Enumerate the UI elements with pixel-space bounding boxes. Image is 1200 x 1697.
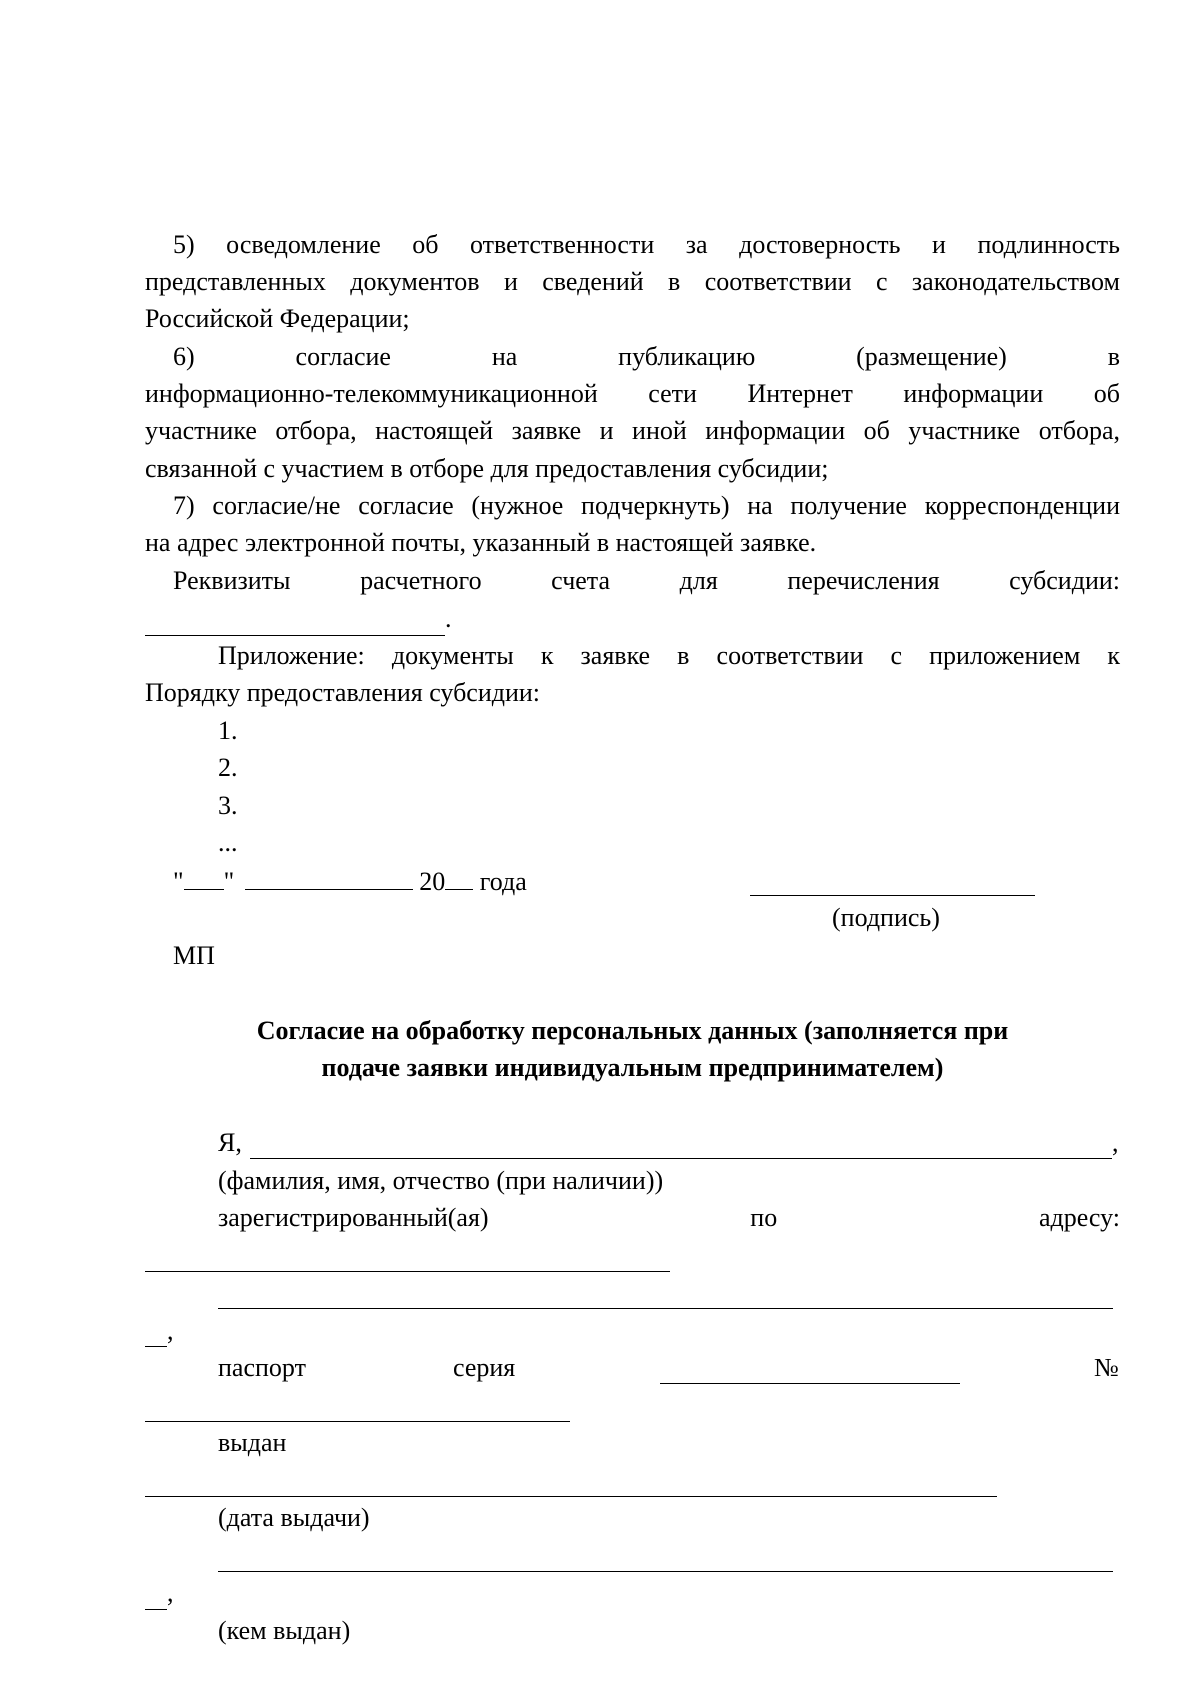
number-blank-line[interactable] (145, 1421, 570, 1422)
address-blank-line-1[interactable] (145, 1271, 670, 1272)
address-blank-line-2[interactable] (218, 1308, 1113, 1309)
date-open-quote: " (173, 867, 184, 896)
year-blank[interactable] (445, 861, 473, 890)
number-sign: № (1094, 1353, 1119, 1382)
fio-blank-line[interactable] (250, 1158, 1112, 1159)
issued-by-blank-line-1[interactable] (218, 1571, 1113, 1572)
issued-by-caption: (кем выдан) (218, 1616, 351, 1645)
consent-i-label: Я, (218, 1128, 242, 1157)
item5-line2: представленных документов и сведений в соответствии с законодательством (145, 267, 1120, 296)
issue-date-caption: (дата выдачи) (218, 1503, 370, 1532)
issued-by-comma: , (167, 1578, 174, 1607)
issued-label: выдан (218, 1428, 287, 1457)
item5-line1: 5) осведомление об ответственности за достоверность и подлинность (173, 230, 1120, 259)
address-comma: , (167, 1316, 174, 1345)
day-blank[interactable] (184, 861, 224, 890)
stamp-label: МП (173, 941, 215, 970)
appendix-item-more: ... (218, 828, 238, 857)
requisites-label: Реквизиты расчетного счета для перечисления субсидии: (173, 566, 1120, 595)
issued-by-blank-line-2[interactable] (145, 1609, 167, 1610)
month-blank[interactable] (245, 861, 413, 890)
appendix-item-3: 3. (218, 791, 238, 820)
appendix-line1: Приложение: документы к заявке в соответствии с приложением к (218, 641, 1120, 670)
consent-title-line1: Согласие на обработку персональных данных (заполняется при (256, 1016, 1009, 1045)
address-blank-line-3[interactable] (145, 1346, 167, 1347)
year-prefix: 20 (419, 867, 446, 896)
date-line (173, 861, 527, 901)
year-suffix: года (479, 867, 527, 896)
consent-title-line2: подаче заявки индивидуальным предпринимателем) (321, 1053, 944, 1082)
item7-line1: 7) согласие/не согласие (нужное подчеркнуть) на получение корреспонденции (173, 491, 1120, 520)
series-blank-line[interactable] (660, 1383, 960, 1384)
passport-label: паспорт (218, 1353, 306, 1382)
item7-line2: на адрес электронной почты, указанный в настоящей заявке. (145, 528, 817, 557)
appendix-item-2: 2. (218, 753, 238, 782)
requisites-end: . (445, 604, 452, 633)
series-label: серия (453, 1353, 516, 1382)
registered-label: зарегистрированный(ая) по адресу: (218, 1203, 1120, 1232)
appendix-line2: Порядку предоставления субсидии: (145, 678, 541, 707)
requisites-blank-line[interactable] (145, 635, 445, 636)
issue-date-blank-line[interactable] (145, 1496, 997, 1497)
date-close-quote: " (223, 867, 235, 896)
item6-line1: 6) согласие на публикацию (размещение) в (173, 342, 1120, 371)
item6-line4: связанной с участием в отборе для предоставления субсидии; (145, 454, 829, 483)
fio-caption: (фамилия, имя, отчество (при наличии)) (218, 1166, 664, 1195)
signature-caption: (подпись) (832, 903, 940, 932)
appendix-item-1: 1. (218, 716, 238, 745)
item6-line2: информационно-телекоммуникационной сети Интернет информации об (145, 379, 1120, 408)
item5-line3: Российской Федерации; (145, 304, 410, 333)
item6-line3: участнике отбора, настоящей заявке и иной информации об участнике отбора, (145, 416, 1120, 445)
fio-comma: , (1112, 1128, 1119, 1157)
signature-line[interactable] (750, 895, 1035, 896)
